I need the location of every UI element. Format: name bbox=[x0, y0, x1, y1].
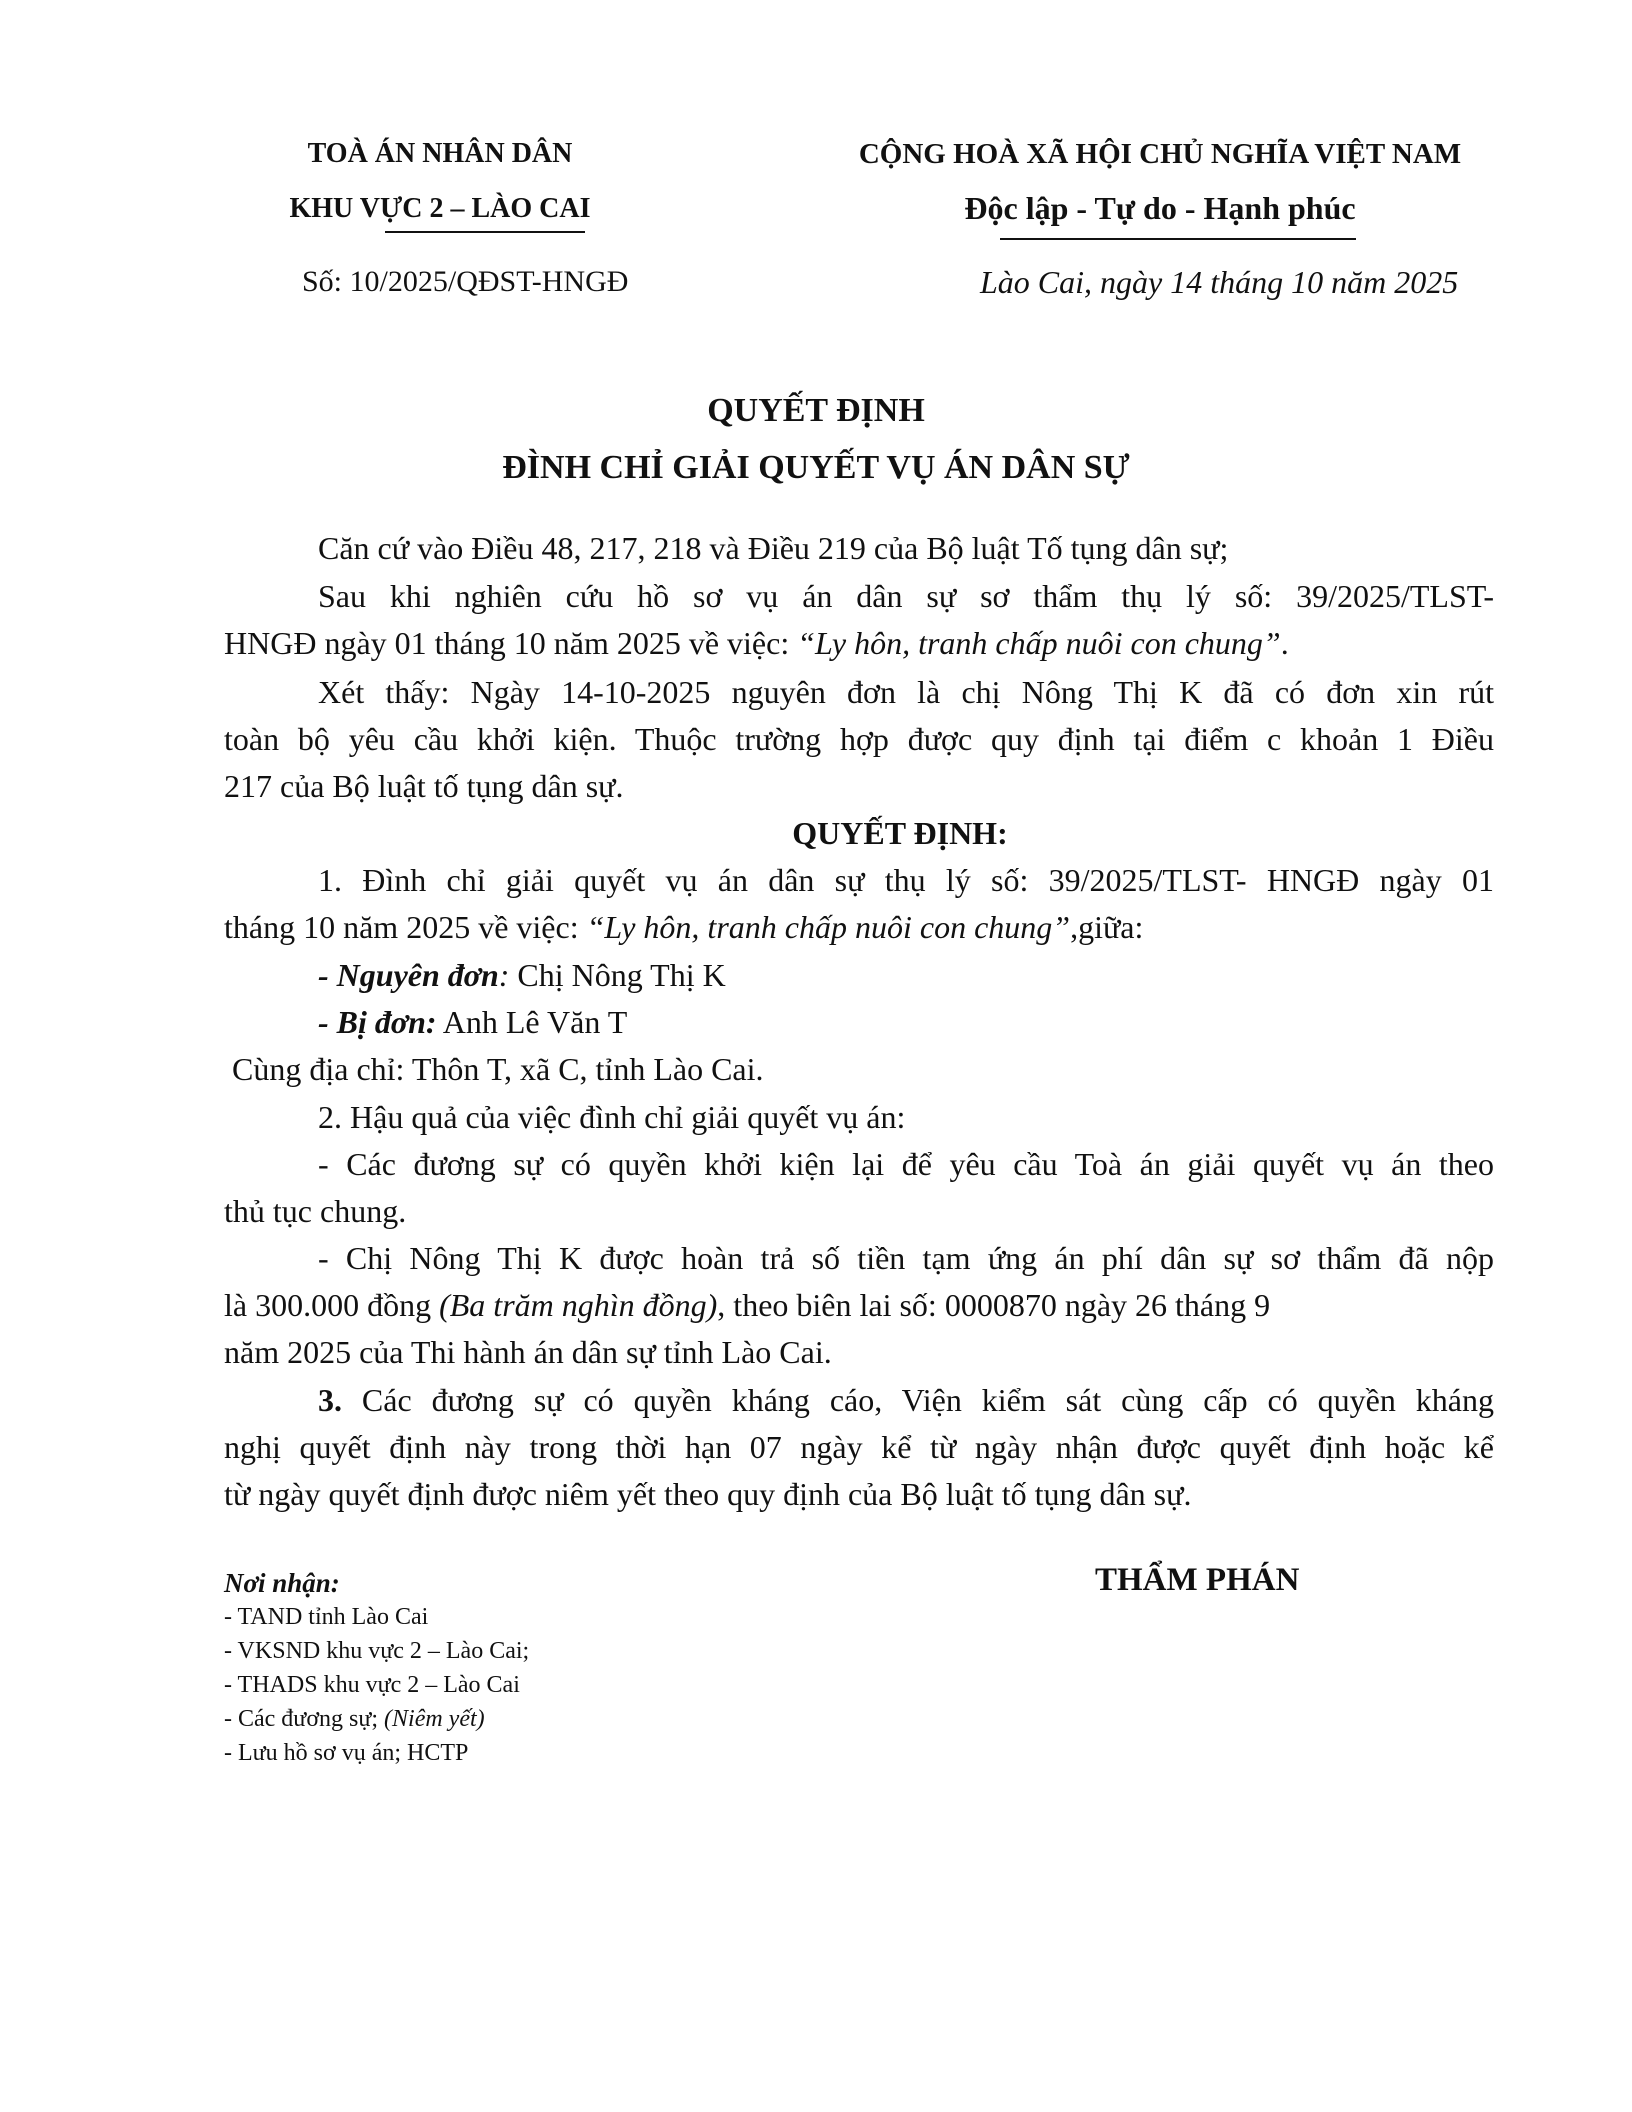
nation-name: CỘNG HOÀ XÃ HỘI CHỦ NGHĨA VIỆT NAM bbox=[858, 138, 1462, 170]
amount-in-words: (Ba trăm nghìn đồng) bbox=[439, 1287, 718, 1323]
recipient-item: - THADS khu vực 2 – Lào Cai bbox=[224, 1672, 520, 1698]
decision-item2: 2. Hậu quả của việc đình chỉ giải quyết vụ án: bbox=[318, 1099, 906, 1135]
decision-item3-line2: nghị quyết định này trong thời hạn 07 ngày kể từ ngày nhận được quyết định hoặc kể bbox=[224, 1429, 1494, 1465]
motto-underline bbox=[1000, 238, 1356, 240]
case-subject-2: “Ly hôn, tranh chấp nuôi con chung” bbox=[586, 909, 1071, 945]
document-title: QUYẾT ĐỊNH bbox=[707, 392, 925, 429]
recipient-item: - VKSND khu vực 2 – Lào Cai; bbox=[224, 1638, 530, 1664]
defendant-line bbox=[318, 1004, 627, 1041]
legal-basis: Căn cứ vào Điều 48, 217, 218 và Điều 219 của Bộ luật Tố tụng dân sự; bbox=[318, 530, 1229, 566]
recipient-note: (Niêm yết) bbox=[384, 1706, 485, 1732]
recipients-title: Nơi nhận: bbox=[224, 1568, 340, 1598]
document-subtitle: ĐÌNH CHỈ GIẢI QUYẾT VỤ ÁN DÂN SỰ bbox=[502, 449, 1130, 486]
paragraph-finding-line3: 217 của Bộ luật tố tụng dân sự. bbox=[224, 768, 624, 804]
decision-item3-line3: từ ngày quyết định được niêm yết theo quy định của Bộ luật tố tụng dân sự. bbox=[224, 1476, 1192, 1512]
consequence-b-line2: là 300.000 đồng (Ba trăm nghìn đồng), theo biên lai số: 0000870 ngày 26 tháng 9 bbox=[224, 1287, 1271, 1323]
defendant-name: Anh Lê Văn T bbox=[436, 1004, 628, 1040]
court-region: KHU VỰC 2 – LÀO CAI bbox=[289, 193, 591, 224]
address-line: Cùng địa chỉ: Thôn T, xã C, tỉnh Lào Cai. bbox=[232, 1051, 764, 1087]
decision-item3-line1: 3. Các đương sự có quyền kháng cáo, Viện kiểm sát cùng cấp có quyền kháng bbox=[318, 1382, 1494, 1418]
paragraph-review-line1: Sau khi nghiên cứu hồ sơ vụ án dân sự sơ thẩm thụ lý số: 39/2025/TLST- bbox=[318, 578, 1494, 614]
nation-motto: Độc lập - Tự do - Hạnh phúc bbox=[964, 190, 1356, 226]
document-number: Số: 10/2025/QĐST-HNGĐ bbox=[302, 265, 629, 298]
decision-heading: QUYẾT ĐỊNH: bbox=[792, 815, 1008, 851]
defendant-label: - Bị đơn: bbox=[318, 1004, 437, 1040]
paragraph-finding-line1: Xét thấy: Ngày 14-10-2025 nguyên đơn là chị Nông Thị K đã có đơn xin rút bbox=[318, 674, 1494, 710]
decision-item1-line2: tháng 10 năm 2025 về việc: “Ly hôn, tranh chấp nuôi con chung”,giữa: bbox=[224, 909, 1144, 945]
consequence-b-line3: năm 2025 của Thi hành án dân sự tỉnh Lào Cai. bbox=[224, 1334, 832, 1370]
decision-item1-line1: 1. Đình chỉ giải quyết vụ án dân sự thụ lý số: 39/2025/TLST- HNGĐ ngày 01 bbox=[318, 862, 1494, 898]
consequence-a-line2: thủ tục chung. bbox=[224, 1193, 407, 1229]
plaintiff-name: Chị Nông Thị K bbox=[517, 957, 726, 993]
plaintiff-line: - Nguyên đơn: Chị Nông Thị K bbox=[318, 957, 726, 993]
place-date: Lào Cai, ngày 14 tháng 10 năm 2025 bbox=[980, 264, 1459, 300]
case-subject: “Ly hôn, tranh chấp nuôi con chung” bbox=[797, 625, 1281, 661]
recipient-item: - Lưu hồ sơ vụ án; HCTP bbox=[224, 1740, 469, 1766]
consequence-a-line1: - Các đương sự có quyền khởi kiện lại để yêu cầu Toà án giải quyết vụ án theo bbox=[318, 1146, 1494, 1182]
consequence-b-line1: - Chị Nông Thị K được hoàn trả số tiền tạm ứng án phí dân sự sơ thẩm đã nộp bbox=[318, 1240, 1494, 1276]
plaintiff-label: - Nguyên đơn bbox=[318, 957, 499, 993]
court-name: TOÀ ÁN NHÂN DÂN bbox=[307, 138, 573, 169]
recipient-item: - TAND tỉnh Lào Cai bbox=[224, 1604, 429, 1630]
paragraph-review-line2: HNGĐ ngày 01 tháng 10 năm 2025 về việc: “Ly hôn, tranh chấp nuôi con chung”. bbox=[224, 625, 1289, 661]
recipient-item: - Các đương sự; (Niêm yết) bbox=[224, 1706, 485, 1732]
court-underline bbox=[385, 231, 585, 233]
paragraph-finding-line2: toàn bộ yêu cầu khởi kiện. Thuộc trường hợp được quy định tại điểm c khoản 1 Điều bbox=[224, 721, 1494, 757]
signer-title: THẨM PHÁN bbox=[1095, 1562, 1300, 1598]
